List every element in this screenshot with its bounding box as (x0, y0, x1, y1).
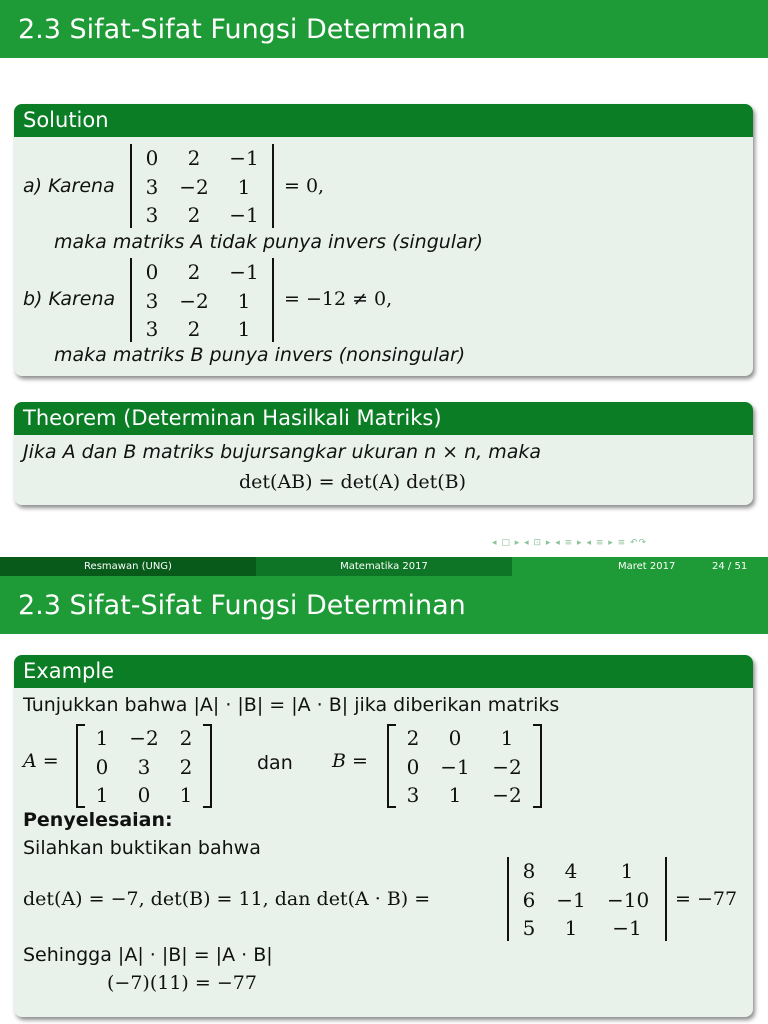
slide-2 (0, 576, 768, 1024)
footer-author: Resmawan (UNG) (0, 557, 256, 576)
matrix-b-cell: −2 (492, 783, 522, 807)
item-a-conclusion: maka matriks A tidak punya invers (singular) (54, 231, 483, 253)
silahkan-text: Silahkan buktikan bahwa (23, 837, 261, 859)
item-a-karena: Karena (48, 175, 115, 197)
matrix-a-cell: 3 (137, 755, 151, 779)
det-a-cell: 0 (145, 146, 159, 170)
matrix-b-label: B = (332, 750, 368, 772)
det-b-cell: 2 (187, 317, 201, 341)
det-a-cell: 3 (145, 203, 159, 227)
matrix-b-cell: 1 (500, 726, 514, 750)
det-b-cell: 1 (237, 289, 251, 313)
theorem-header: Theorem (Determinan Hasilkali Matriks) (14, 402, 753, 435)
theorem-formula: det(AB) = det(A) det(B) (239, 471, 467, 493)
matrix-b-cell: −2 (492, 755, 522, 779)
det-values: det(A) = −7, det(B) = 11, dan det(A · B) = (23, 888, 431, 910)
det-a-cell: −1 (229, 203, 259, 227)
footer (0, 557, 768, 576)
matrix-a-cell: 0 (95, 755, 109, 779)
det-ab (507, 857, 667, 941)
matrix-a-cell: 2 (179, 726, 193, 750)
final-result: (−7)(11) = −77 (107, 972, 257, 994)
det-a-cell: −2 (179, 175, 209, 199)
example-intro: Tunjukkan bahwa |A| · |B| = |A · B| jika diberikan matriks (23, 694, 560, 716)
matrix-b-cell: 0 (448, 726, 462, 750)
det-ab-cell: 4 (564, 859, 578, 883)
det-ab-cell: 8 (522, 859, 536, 883)
theorem-statement: Jika A dan B matriks bujursangkar ukuran n × n, maka (23, 441, 542, 463)
det-ab-cell: −1 (556, 888, 586, 912)
det-b-cell: 2 (187, 260, 201, 284)
item-b-conclusion: maka matriks B punya invers (nonsingular) (54, 344, 466, 366)
matrix-a-cell: −2 (129, 726, 159, 750)
dan-label: dan (257, 752, 293, 774)
matrix-a-cell: 1 (95, 783, 109, 807)
matrix-a-cell: 2 (179, 755, 193, 779)
det-b-cell: −2 (179, 289, 209, 313)
matrix-a-label: A = (23, 750, 59, 772)
det-a-cell: 2 (187, 146, 201, 170)
title-bar (0, 0, 768, 58)
det-a (130, 144, 274, 228)
det-a-cell: 1 (237, 175, 251, 199)
det-b-cell: 1 (237, 317, 251, 341)
det-ab-cell: 6 (522, 888, 536, 912)
det-ab-cell: 5 (522, 916, 536, 940)
example-header: Example (14, 655, 753, 688)
det-a-result: = 0, (284, 175, 325, 197)
sehingga-text: Sehingga |A| · |B| = |A · B| (23, 944, 273, 966)
det-b-cell: 3 (145, 317, 159, 341)
matrix-a-cell: 1 (179, 783, 193, 807)
det-ab-cell: −1 (612, 916, 642, 940)
theorem-block (14, 402, 753, 505)
det-b-cell: −1 (229, 260, 259, 284)
slide-title: 2.3 Sifat-Sifat Fungsi Determinan (18, 590, 466, 621)
title-bar (0, 576, 768, 634)
item-a-line (23, 175, 115, 197)
det-a-cell: 2 (187, 203, 201, 227)
matrix-a (76, 724, 212, 808)
item-b-line (23, 288, 115, 310)
penyelesaian-heading: Penyelesaian: (23, 809, 173, 831)
matrix-b-cell: 2 (406, 726, 420, 750)
matrix-b-cell: 3 (406, 783, 420, 807)
example-block (14, 655, 753, 1017)
det-a-cell: 3 (145, 175, 159, 199)
solution-block (14, 104, 753, 376)
det-b-cell: 3 (145, 289, 159, 313)
matrix-b-cell: 1 (448, 783, 462, 807)
det-ab-cell: 1 (564, 916, 578, 940)
beamer-nav-symbols[interactable]: ◂ □ ▸ ◂ ⊡ ▸ ◂ ≡ ▸ ◂ ≡ ▸ ≡ ↶↷ (492, 538, 648, 548)
footer-course: Matematika 2017 (256, 557, 512, 576)
det-b-result: = −12 ≠ 0, (284, 288, 393, 310)
matrix-b (387, 724, 542, 808)
footer-date: Maret 2017 (618, 561, 676, 572)
matrix-a-cell: 1 (95, 726, 109, 750)
item-b-karena: Karena (48, 288, 116, 310)
slide-title: 2.3 Sifat-Sifat Fungsi Determinan (18, 14, 466, 45)
item-a-label: a) (23, 175, 43, 197)
matrix-a-cell: 0 (137, 783, 151, 807)
det-ab-cell: −10 (607, 888, 650, 912)
det-b-cell: 0 (145, 260, 159, 284)
det-b (130, 258, 274, 342)
footer-right (512, 557, 768, 576)
matrix-b-cell: 0 (406, 755, 420, 779)
footer-page: 24 / 51 (712, 561, 748, 572)
det-ab-cell: 1 (620, 859, 634, 883)
matrix-b-cell: −1 (440, 755, 470, 779)
det-ab-result: = −77 (675, 888, 738, 910)
item-b-label: b) (23, 288, 43, 310)
det-a-cell: −1 (229, 146, 259, 170)
solution-header: Solution (14, 104, 753, 137)
